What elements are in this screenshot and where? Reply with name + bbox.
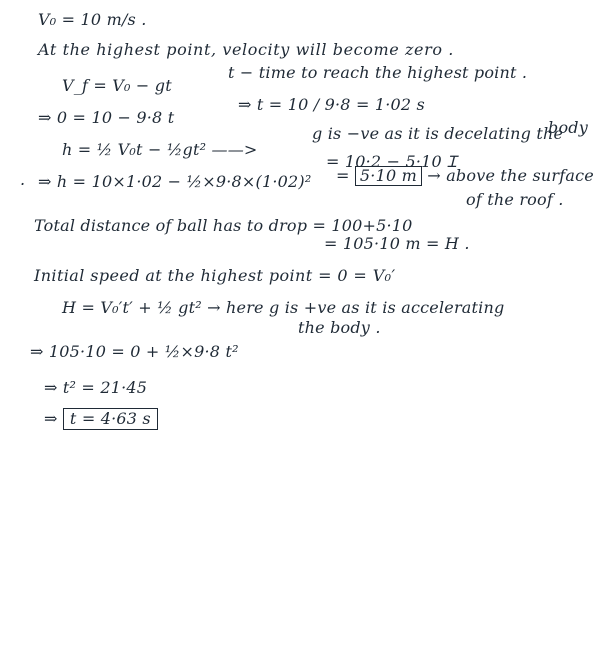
- line-highest-point-statement: At the highest point, velocity will become zero .: [38, 40, 454, 59]
- line-height-result: [336, 166, 594, 186]
- line-fall-equation: H = V₀′t′ + ½ gt² → here g is +ve as it is accelerating: [62, 298, 505, 317]
- line-height-arithmetic: = 10·2 − 5·10 Ɪ: [326, 152, 457, 171]
- equals-sign: =: [336, 166, 350, 185]
- above-surface-note: → above the surface: [427, 166, 594, 185]
- line-fall-equation-continued: the body .: [298, 318, 381, 337]
- line-zero-equation: ⇒ 0 = 10 − 9·8 t: [38, 108, 175, 127]
- boxed-time-answer: t = 4·63 s: [63, 408, 158, 430]
- margin-dot: .: [20, 170, 26, 189]
- line-total-distance: Total distance of ball has to drop = 100+5·10: [34, 216, 413, 235]
- line-roof-note: of the roof .: [466, 190, 564, 209]
- line-total-distance-result: = 105·10 m = H .: [324, 234, 470, 253]
- line-initial-velocity: V₀ = 10 m/s .: [38, 10, 147, 29]
- line-time-definition: t − time to reach the highest point .: [228, 63, 528, 82]
- line-fall-substitution: ⇒ 105·10 = 0 + ½×9·8 t²: [30, 342, 239, 361]
- boxed-height-answer: 5·10 m: [355, 166, 422, 186]
- line-height-substitution: ⇒ h = 10×1·02 − ½×9·8×(1·02)²: [38, 172, 312, 191]
- line-deceleration-note: g is −ve as it is decelating the: [312, 124, 564, 143]
- line-velocity-equation: V_f = V₀ − gt: [62, 76, 172, 95]
- line-height-formula: h = ½ V₀t − ½gt² ——>: [62, 140, 258, 159]
- implies-sign: ⇒: [44, 409, 58, 428]
- line-deceleration-note-body: body: [548, 118, 588, 137]
- line-time-result: ⇒ t = 10 / 9·8 = 1·02 s: [238, 95, 425, 114]
- line-initial-speed-highest: Initial speed at the highest point = 0 = V₀′: [34, 266, 396, 285]
- line-t-squared: ⇒ t² = 21·45: [44, 378, 148, 397]
- line-final-time: [44, 408, 158, 430]
